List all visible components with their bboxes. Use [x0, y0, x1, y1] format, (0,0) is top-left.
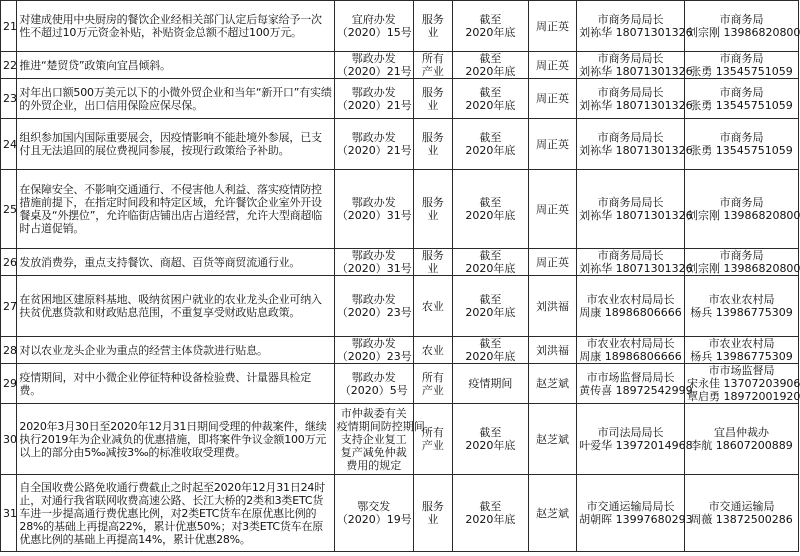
row-number: 23	[1, 79, 17, 119]
responsible-unit	[577, 475, 693, 552]
policy-content: 自全国收费公路免收通行费截止之时起至2020年12月31日24时止，对通行我省联网收费高速公路、长江大桥的2类和3类ETC货车进一步提高通行费优惠比例，对2类ETC货车在原优惠比例的28%的基础上再提高22%，累计优惠50%；对3类ETC货车在原优惠比例的基础上再提高14%，累计优惠28%。	[17, 475, 334, 552]
contact-person	[684, 79, 798, 119]
applicable-industry-line-1: 服务	[421, 131, 444, 144]
policy-content: 发放消费券，重点支持餐饮、商超、百货等商贸流通行业。	[17, 249, 334, 276]
applicable-industry-line-2: 产业	[421, 383, 444, 397]
deadline	[452, 337, 528, 364]
policy-basis	[334, 249, 413, 276]
responsible-unit-line-2: 刘袮华 18071301326	[579, 98, 693, 112]
policy-content: 在贫困地区建原料基地、吸纳贫困户就业的农业龙头企业可纳入扶贫优惠贷款和财政贴息范围，不重复享受财政贴息政策。	[17, 276, 334, 337]
responsible-unit-line-2: 胡朝晖 13997680293	[579, 513, 693, 526]
contact-person	[684, 337, 798, 364]
deadline	[452, 170, 528, 249]
row-number: 24	[1, 119, 17, 170]
deadline-line-2: 2020年底	[465, 262, 516, 275]
applicable-industry-line-2: 业	[427, 144, 439, 157]
applicable-industry-line-1: 服务	[421, 13, 444, 26]
row-number: 27	[1, 276, 17, 337]
applicable-industry-line-1: 农业	[421, 299, 444, 313]
policy-content: 对以农业龙头企业为重点的经营主体贷款进行贴息。	[17, 337, 334, 364]
table-row	[1, 52, 799, 79]
row-number: 21	[1, 1, 17, 52]
contact-person-line-2: 张勇 13545751059	[690, 144, 793, 157]
responsible-unit-line-1: 市商务局局长	[597, 196, 664, 209]
policy-basis-line-2: （2020）23号	[336, 350, 412, 363]
contact-person-line-2: 刘宗刚 13986820800	[686, 26, 800, 39]
contact-person	[684, 52, 798, 79]
deadline	[452, 364, 528, 404]
deadline-line-2: 2020年底	[465, 144, 516, 157]
deadline-line-1: 疫情期间	[468, 377, 513, 390]
responsible-unit	[577, 276, 685, 337]
deadline-line-1: 截至	[479, 52, 502, 65]
contact-person	[684, 170, 798, 249]
table-row	[1, 404, 799, 475]
responsible-unit-line-1: 市商务局局长	[597, 249, 664, 262]
contact-person-line-2: 张勇 13545751059	[690, 65, 793, 78]
responsible-unit-line-1: 市商务局局长	[597, 131, 664, 144]
deadline-line-2: 2020年底	[465, 306, 516, 319]
deadline	[452, 79, 528, 119]
contact-person-line-1: 宜昌仲裁办	[713, 426, 769, 439]
responsible-leader: 刘洪福	[528, 337, 576, 364]
responsible-unit-line-1: 市司法局局长	[597, 426, 664, 439]
applicable-industry-line-2: 产业	[421, 65, 444, 78]
responsible-unit-line-2: 刘袮华 18071301326	[579, 262, 693, 275]
table-row	[1, 475, 799, 552]
deadline	[452, 249, 528, 276]
policy-basis	[334, 475, 413, 552]
policy-basis	[334, 119, 413, 170]
policy-table-body	[1, 1, 799, 552]
contact-person-line-1: 市农业农村局	[708, 337, 775, 350]
deadline	[452, 475, 528, 552]
policy-basis-line-2: （2020）31号	[336, 262, 412, 275]
contact-person	[684, 249, 798, 276]
contact-person-line-2: 张勇 13545751059	[690, 98, 793, 112]
policy-basis-line-2: 疫情期间防控期间	[336, 419, 425, 433]
policy-basis-line-1: 鄂政办发	[351, 52, 396, 65]
responsible-unit-line-2: 刘袮华 18071301326	[579, 144, 693, 157]
policy-basis	[334, 1, 413, 52]
applicable-industry-line-2: 业	[427, 262, 439, 275]
responsible-leader: 周正英	[528, 52, 576, 79]
policy-basis-line-2: （2020）21号	[336, 98, 412, 112]
responsible-leader: 周正英	[528, 79, 576, 119]
responsible-unit	[577, 404, 693, 475]
contact-person-line-2: 杨兵 13986775309	[690, 306, 793, 319]
applicable-industry-line-1: 服务	[421, 249, 444, 262]
responsible-leader: 周正英	[528, 119, 576, 170]
applicable-industry-line-1: 所有	[421, 370, 444, 384]
contact-person-line-2: 杨兵 13986775309	[690, 350, 793, 363]
row-number: 29	[1, 364, 17, 404]
contact-person-line-2: 周薇 13872500286	[690, 513, 793, 526]
applicable-industry-line-2: 业	[427, 209, 439, 222]
deadline-line-1: 截至	[479, 85, 502, 99]
contact-person	[684, 404, 798, 475]
contact-person	[684, 364, 798, 404]
deadline	[452, 119, 528, 170]
policy-basis	[334, 79, 413, 119]
policy-basis-line-2: （2020）15号	[336, 26, 412, 39]
applicable-industry-line-1: 服务	[421, 196, 444, 209]
policy-basis-line-1: 鄂政办发	[351, 85, 396, 99]
responsible-unit-line-2: 刘袮华 18071301326	[579, 65, 693, 78]
contact-person-line-2: 宋永佳 13707203906	[686, 377, 800, 390]
contact-person-line-3: 覃启勇 18972001920	[686, 390, 800, 403]
table-row	[1, 364, 799, 404]
policy-basis-line-1: 鄂政办发	[351, 337, 396, 350]
policy-basis-line-2: （2020）19号	[336, 513, 412, 526]
contact-person-line-2: 刘宗刚 13986820800	[686, 262, 800, 275]
contact-person-line-2: 刘宗刚 13986820800	[686, 209, 800, 222]
table-row	[1, 79, 799, 119]
deadline-line-2: 2020年底	[465, 439, 516, 452]
policy-basis	[334, 170, 413, 249]
applicable-industry-line-1: 农业	[421, 343, 444, 357]
table-row	[1, 170, 799, 249]
deadline-line-2: 2020年底	[465, 513, 516, 526]
applicable-industry	[413, 276, 452, 337]
row-number: 25	[1, 170, 17, 249]
responsible-unit-line-2: 黄传喜 18972542999	[579, 383, 693, 397]
table-row	[1, 1, 799, 52]
applicable-industry	[413, 337, 452, 364]
responsible-unit-line-2: 叶爱华 13972014968	[579, 439, 693, 452]
contact-person-line-1: 市农业农村局	[708, 293, 775, 306]
deadline	[452, 1, 528, 52]
policy-basis-line-1: 市仲裁委有关	[340, 406, 407, 420]
deadline-line-1: 截至	[479, 337, 502, 350]
responsible-leader: 周正英	[528, 249, 576, 276]
responsible-unit-line-1: 市商务局局长	[597, 85, 664, 99]
policy-basis	[334, 52, 413, 79]
policy-basis-line-1: 鄂政办发	[351, 131, 396, 144]
policy-basis-line-1: 鄂政办发	[351, 196, 396, 209]
deadline-line-1: 截至	[479, 249, 502, 262]
policy-content: 组织参加国内国际重要展会，因疫情影响不能赴境外参展，已支付且无法追回的展位费视同参展，按现行政策给予补助。	[17, 119, 334, 170]
contact-person-line-2: 李航 18607200889	[690, 439, 793, 452]
contact-person-line-1: 市商务局	[719, 249, 764, 262]
deadline-line-1: 截至	[479, 293, 502, 306]
applicable-industry	[413, 1, 452, 52]
responsible-unit	[577, 119, 693, 170]
contact-person	[684, 475, 798, 552]
responsible-unit-line-2: 刘袮华 18071301326	[579, 26, 693, 39]
responsible-unit-line-1: 市农业农村局局长	[586, 337, 675, 350]
responsible-unit	[577, 79, 693, 119]
contact-person-line-1: 市商务局	[719, 52, 764, 65]
contact-person-line-1: 市交通运输局	[708, 500, 775, 513]
applicable-industry-line-2: 业	[427, 98, 439, 112]
responsible-unit-line-1: 市市场监督局局长	[586, 370, 675, 384]
responsible-leader: 刘洪福	[528, 276, 576, 337]
row-number: 31	[1, 475, 17, 552]
policy-basis-line-1: 鄂交发	[357, 500, 391, 513]
responsible-leader: 赵芝斌	[528, 404, 576, 475]
contact-person-line-1: 市商务局	[719, 196, 764, 209]
responsible-unit	[577, 170, 693, 249]
policy-basis	[334, 337, 413, 364]
applicable-industry	[413, 249, 452, 276]
deadline-line-1: 截至	[479, 13, 502, 26]
responsible-unit-line-2: 刘袮华 18071301326	[579, 209, 693, 222]
deadline-line-2: 2020年底	[465, 209, 516, 222]
policy-basis-line-1: 鄂政办发	[351, 293, 396, 306]
policy-content: 对建成使用中央厨房的餐饮企业经相关部门认定后每家给予一次性不超过10万元资金补贴，补贴资金总额不超过100万元。	[17, 1, 334, 52]
policy-basis	[334, 404, 425, 475]
deadline	[452, 52, 528, 79]
responsible-unit-line-1: 市商务局局长	[597, 52, 664, 65]
responsible-unit	[577, 52, 693, 79]
responsible-leader: 周正英	[528, 1, 576, 52]
contact-person-line-1: 市商务局	[719, 13, 764, 26]
policy-content: 疫情期间，对中小微企业停征特种设备检验费、计量器具检定费。	[17, 364, 334, 404]
responsible-unit	[577, 364, 693, 404]
contact-person-line-1: 市商务局	[719, 85, 764, 99]
responsible-unit	[577, 1, 693, 52]
policy-basis-line-4: 复产减免仲裁	[340, 445, 407, 459]
responsible-unit-line-2: 周康 18986806666	[579, 306, 682, 319]
deadline-line-1: 截至	[479, 426, 502, 439]
policy-basis	[334, 276, 413, 337]
applicable-industry	[413, 404, 452, 475]
policy-basis-line-2: （2020）5号	[339, 383, 408, 397]
contact-person-line-1: 市市场监督局	[708, 364, 775, 377]
applicable-industry	[413, 364, 452, 404]
policy-basis-line-1: 鄂政办发	[351, 370, 396, 384]
deadline	[452, 276, 528, 337]
applicable-industry-line-2: 业	[427, 26, 439, 39]
deadline-line-2: 2020年底	[465, 65, 516, 78]
contact-person-line-1: 市商务局	[719, 131, 764, 144]
row-number: 22	[1, 52, 17, 79]
policy-basis	[334, 364, 413, 404]
policy-basis-line-1: 宜府办发	[351, 13, 396, 26]
deadline-line-2: 2020年底	[465, 98, 516, 112]
policy-content: 在保障安全、不影响交通通行、不侵害他人利益、落实疫情防控措施前提下，在指定时间段和特定区域，允许餐饮企业室外开设餐桌及“外摆位”，允许临街店铺出店占道经营，允许大型商超临时占道促销。	[17, 170, 334, 249]
deadline-line-1: 截至	[479, 196, 502, 209]
row-number: 30	[1, 404, 17, 475]
responsible-unit-line-2: 周康 18986806666	[579, 350, 682, 363]
responsible-unit	[577, 249, 693, 276]
applicable-industry	[413, 170, 452, 249]
applicable-industry	[413, 52, 452, 79]
policy-basis-line-3: 支持企业复工	[340, 432, 407, 446]
responsible-unit-line-1: 市农业农村局局长	[586, 293, 675, 306]
table-row	[1, 119, 799, 170]
table-row	[1, 276, 799, 337]
applicable-industry-line-1: 所有	[421, 52, 444, 65]
policy-basis-line-2: （2020）31号	[336, 209, 412, 222]
responsible-leader: 赵芝斌	[528, 475, 576, 552]
table-row	[1, 337, 799, 364]
row-number: 28	[1, 337, 17, 364]
deadline-line-1: 截至	[479, 500, 502, 513]
policy-basis-line-5: 费用的规定	[346, 458, 402, 472]
contact-person	[684, 119, 798, 170]
applicable-industry	[413, 79, 452, 119]
policy-basis-line-2: （2020）23号	[336, 306, 412, 319]
policy-basis-line-1: 鄂政办发	[351, 249, 396, 262]
row-number: 26	[1, 249, 17, 276]
applicable-industry-line-1: 服务	[421, 85, 444, 99]
applicable-industry	[413, 119, 452, 170]
deadline-line-2: 2020年底	[465, 350, 516, 363]
applicable-industry-line-1: 所有	[421, 426, 444, 439]
deadline	[452, 404, 528, 475]
deadline-line-2: 2020年底	[465, 26, 516, 39]
policy-basis-line-2: （2020）21号	[336, 144, 412, 157]
table-row	[1, 249, 799, 276]
applicable-industry-line-1: 服务	[421, 500, 444, 513]
responsible-unit-line-1: 市交通运输局局长	[586, 500, 675, 513]
contact-person	[684, 276, 798, 337]
applicable-industry-line-2: 产业	[421, 439, 444, 452]
deadline-line-1: 截至	[479, 131, 502, 144]
responsible-leader: 周正英	[528, 170, 576, 249]
policy-content: 推进“楚贸贷”政策向宜昌倾斜。	[17, 52, 334, 79]
responsible-unit	[577, 337, 685, 364]
contact-person	[684, 1, 798, 52]
policy-basis-line-2: （2020）21号	[336, 65, 412, 78]
policy-content: 对年出口额500万美元以下的小微外贸企业和当年“新开口”有实绩的外贸企业，出口信用保险应保尽保。	[17, 79, 334, 119]
applicable-industry-line-2: 业	[427, 513, 439, 526]
responsible-unit-line-1: 市商务局局长	[597, 13, 664, 26]
policy-content: 2020年3月30日至2020年12月31日期间受理的仲裁案件，继续执行2019年为企业减负的优惠措施，即将案件争议金额100万元以上的部分由5‰减按3‰的标准收取受理费。	[17, 404, 334, 475]
responsible-leader: 赵芝斌	[528, 364, 576, 404]
applicable-industry	[413, 475, 452, 552]
